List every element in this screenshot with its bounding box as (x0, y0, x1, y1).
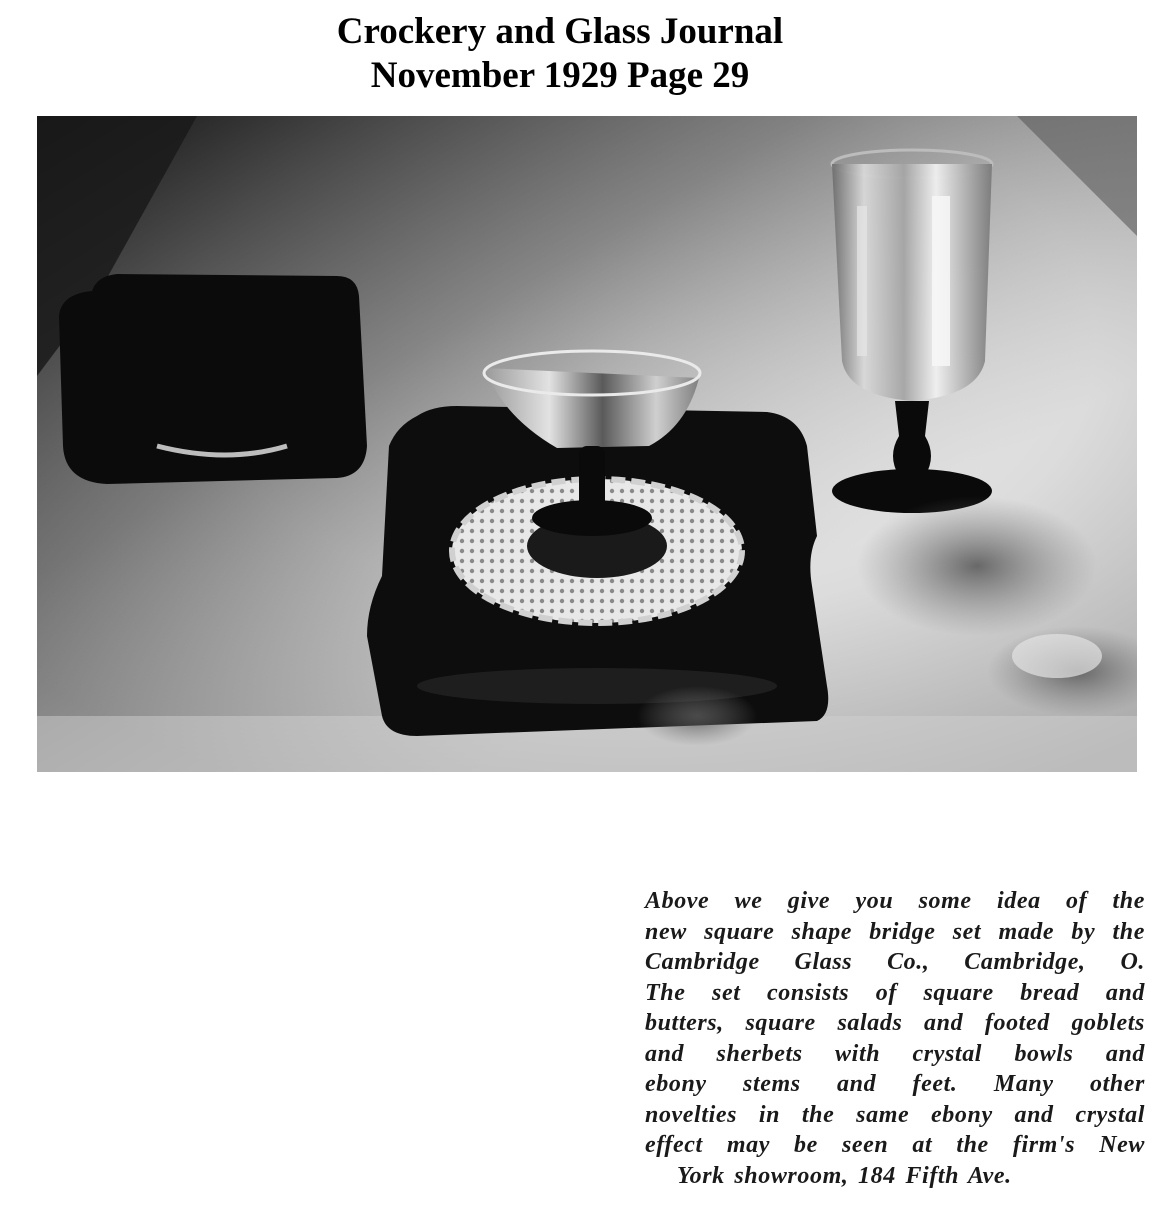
bridge-set-photo (37, 116, 1137, 772)
caption-line: butters, square salads and footed goblets (645, 1010, 1145, 1036)
caption-line: and sherbets with crystal bowls and (645, 1040, 1145, 1067)
caption-line: ebony stems and feet. Many other (645, 1071, 1145, 1097)
caption-line: effect may be seen at the firm's New (645, 1132, 1145, 1158)
issue-date-page: November 1929 Page 29 (370, 55, 750, 96)
journal-title: Crockery and Glass Journal (336, 11, 784, 52)
caption-line: The set consists of square bread and (645, 979, 1145, 1006)
caption-line: Cambridge Glass Co., Cambridge, O. (645, 949, 1145, 975)
caption-line: York showroom, 184 Fifth Ave. (677, 1162, 1012, 1189)
caption-line: novelties in the same ebony and crystal (645, 1101, 1145, 1128)
square-plate-left (59, 274, 367, 484)
caption-line: Above we give you some idea of the (645, 888, 1145, 914)
page-header (0, 10, 1120, 98)
caption-line: new square shape bridge set made by the (645, 918, 1145, 945)
photo-caption (645, 886, 1145, 1191)
